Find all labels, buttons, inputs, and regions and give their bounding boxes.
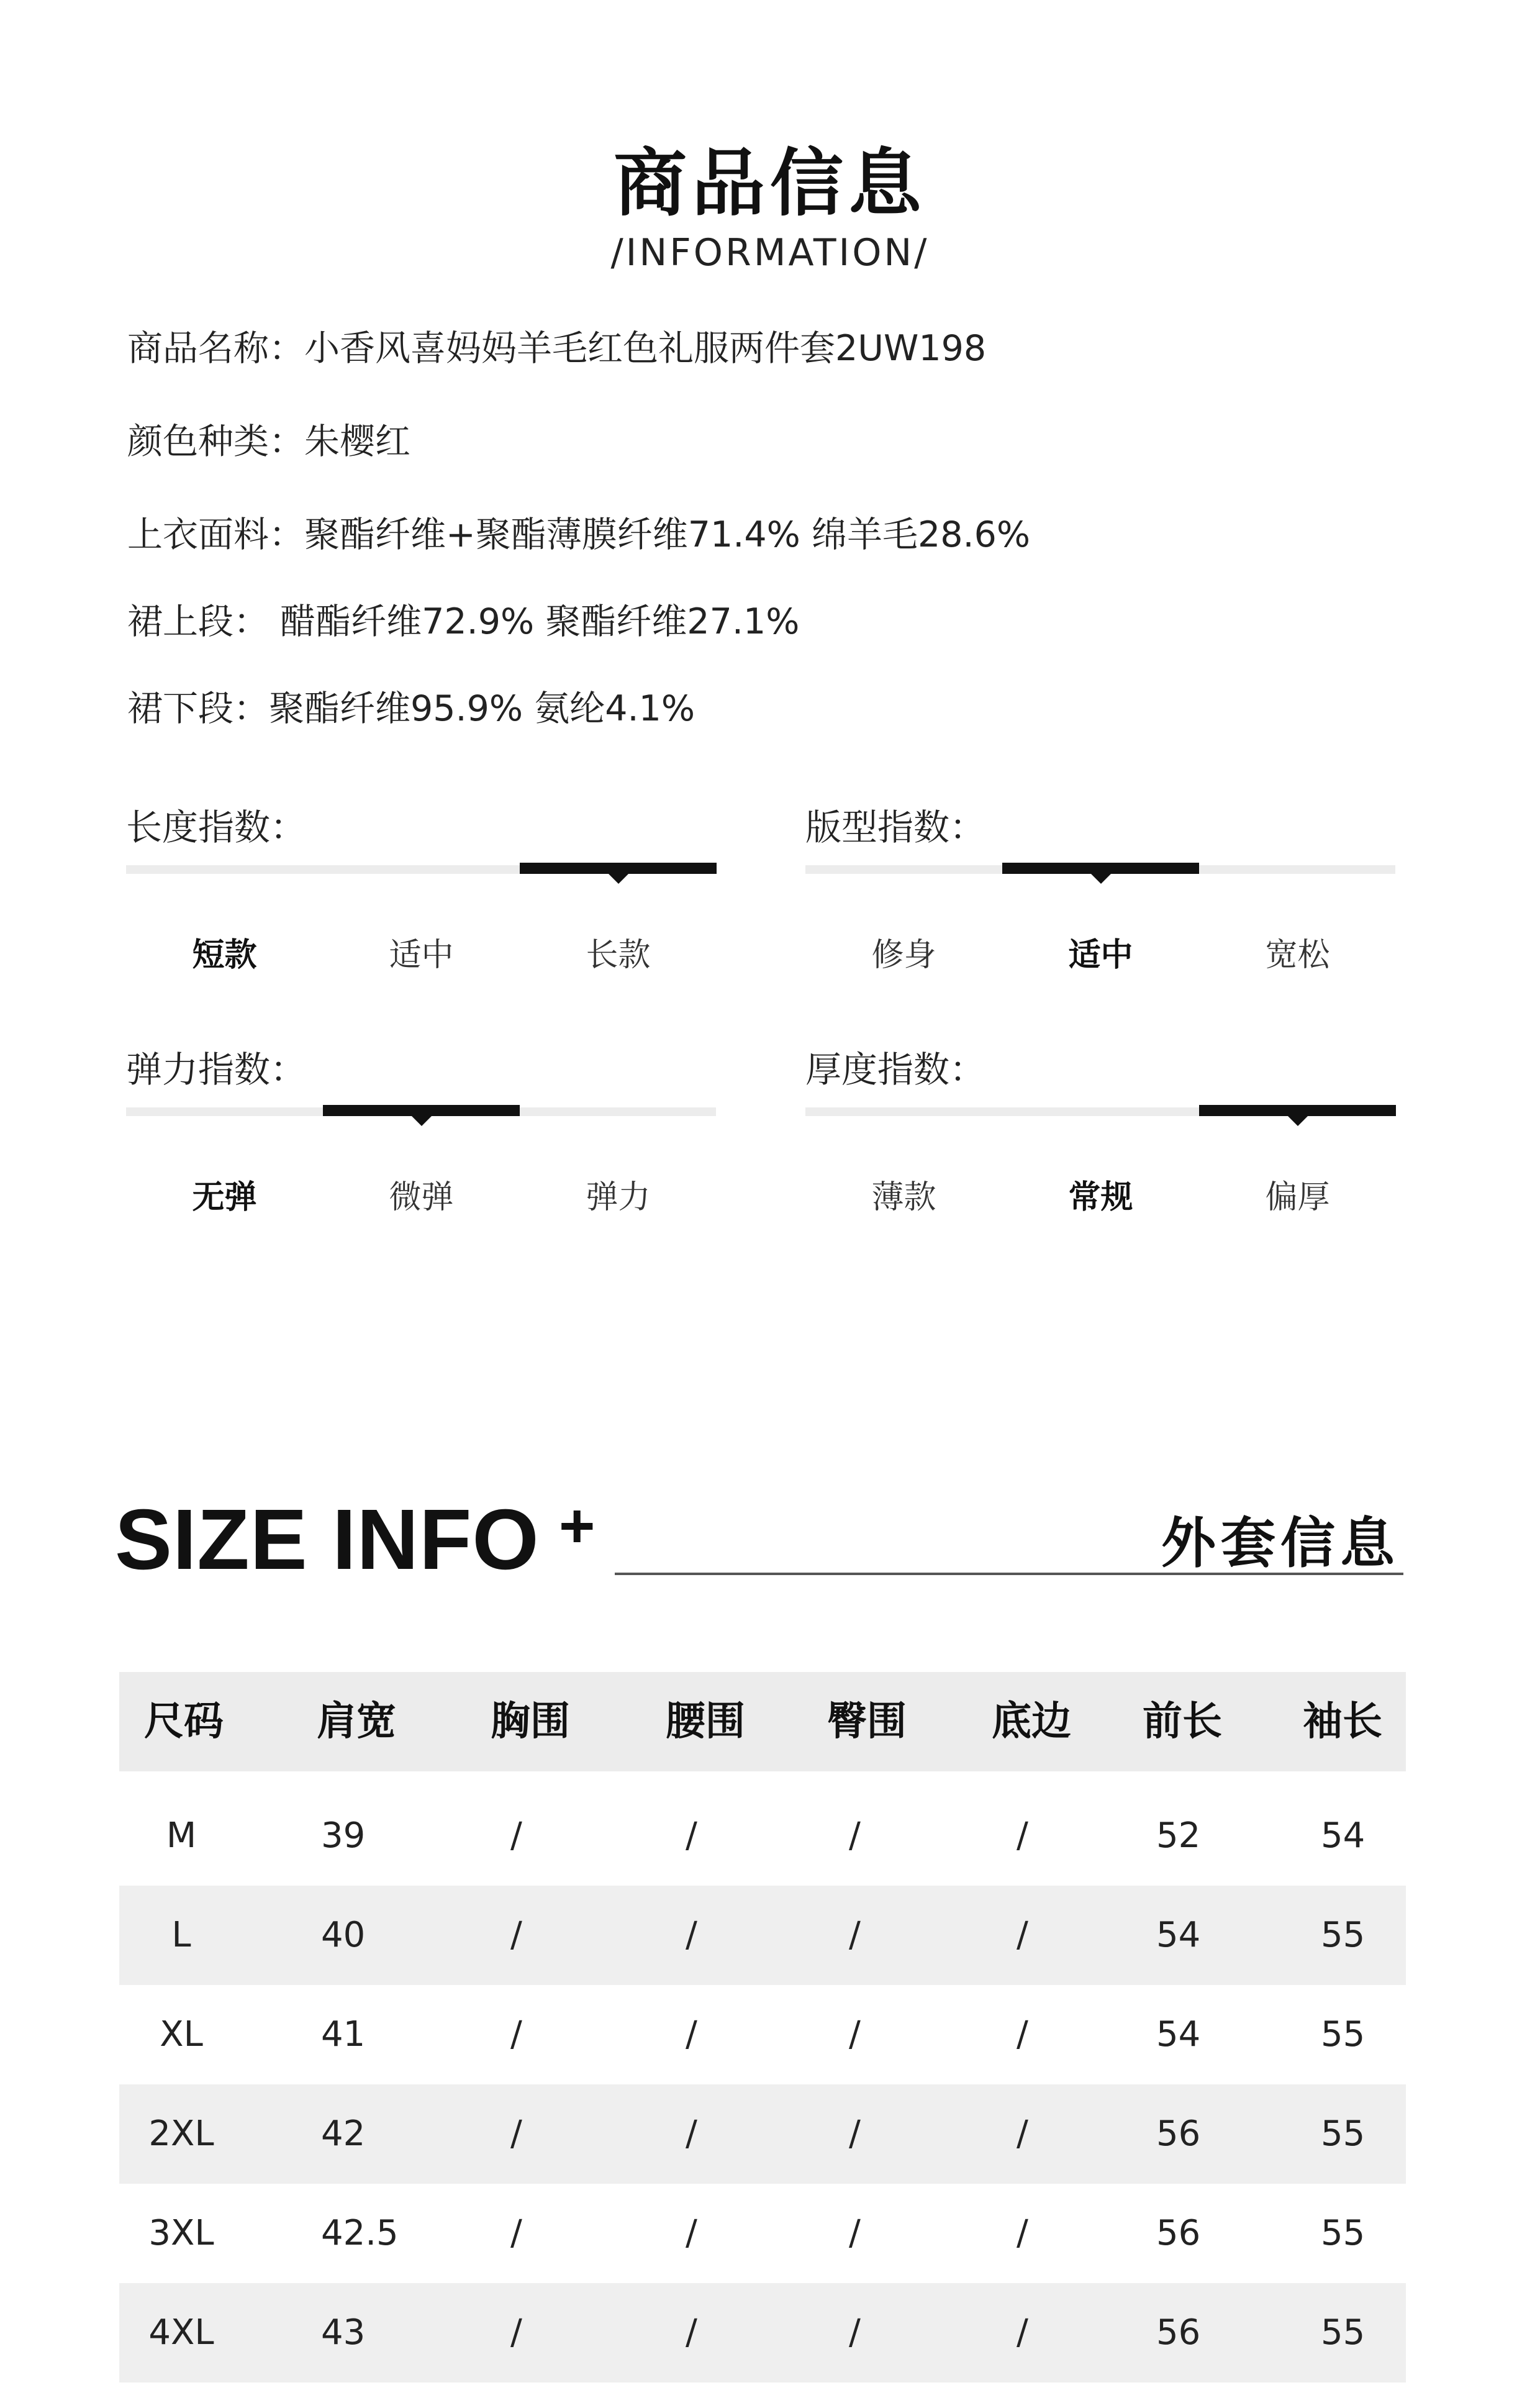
index-option: 常规 <box>1068 1179 1133 1216</box>
table-cell: 55 <box>1321 2114 1366 2154</box>
size-info-heading: SIZE INFO <box>115 1492 540 1588</box>
info-label: 裙上段： <box>127 601 269 642</box>
table-cell: 54 <box>1156 2014 1201 2055</box>
table-cell: / <box>686 2312 697 2353</box>
index-option: 偏厚 <box>1265 1179 1330 1216</box>
table-cell: / <box>1017 2114 1028 2154</box>
table-cell: 54 <box>1321 1815 1366 1856</box>
table-cell: / <box>510 1815 522 1856</box>
table-cell: / <box>686 1815 697 1856</box>
table-row <box>119 2184 1406 2283</box>
info-line-top-fabric <box>127 506 1030 557</box>
table-cell: / <box>686 2213 697 2253</box>
table-cell: / <box>686 2114 697 2154</box>
length-index <box>126 798 716 974</box>
index-option: 薄款 <box>871 1179 936 1216</box>
table-cell: 40 <box>321 1915 366 1955</box>
info-label: 商品名称： <box>127 328 304 369</box>
table-row <box>119 1985 1406 2084</box>
plus-icon: + <box>559 1491 596 1561</box>
index-title: 长度指数： <box>126 806 307 848</box>
table-cell: / <box>510 2014 522 2055</box>
index-title: 弹力指数： <box>126 1048 307 1091</box>
fit-index <box>805 798 1395 974</box>
table-cell: / <box>510 2114 522 2154</box>
thickness-index <box>805 1040 1395 1216</box>
column-header: 袖长 <box>1303 1699 1382 1745</box>
table-cell: 56 <box>1156 2312 1201 2353</box>
category-label: 外套信息 <box>1161 1511 1400 1575</box>
table-cell: / <box>510 1915 522 1955</box>
info-value: 朱樱红 <box>304 421 410 462</box>
table-cell: 2XL <box>148 2114 214 2154</box>
table-cell: / <box>849 2014 861 2055</box>
table-cell: / <box>1017 2014 1028 2055</box>
table-cell: 42.5 <box>321 2213 399 2253</box>
index-title: 版型指数： <box>805 806 986 848</box>
table-cell: / <box>1017 2312 1028 2353</box>
table-cell: 4XL <box>148 2312 214 2353</box>
index-option: 微弹 <box>389 1179 454 1216</box>
info-label: 上衣面料： <box>127 514 304 555</box>
table-cell: 42 <box>321 2114 366 2154</box>
table-cell: / <box>1017 1815 1028 1856</box>
info-label: 裙下段： <box>127 688 269 729</box>
table-cell: 55 <box>1321 1915 1366 1955</box>
table-cell: XL <box>160 2014 203 2055</box>
table-cell: 41 <box>321 2014 366 2055</box>
table-cell: L <box>171 1915 191 1955</box>
table-cell: 55 <box>1321 2014 1366 2055</box>
table-cell: 55 <box>1321 2312 1366 2353</box>
column-header: 底边 <box>992 1699 1071 1745</box>
index-indicator <box>1002 863 1199 874</box>
column-header: 肩宽 <box>317 1699 396 1745</box>
info-value: 聚酯纤维95.9% 氨纶4.1% <box>269 688 695 729</box>
table-cell: / <box>510 2312 522 2353</box>
index-option: 修身 <box>871 937 936 974</box>
index-title: 厚度指数： <box>805 1048 986 1091</box>
info-line-skirt-upper <box>127 593 799 644</box>
table-cell: 52 <box>1156 1815 1201 1856</box>
stretch-index <box>126 1040 716 1216</box>
table-cell: 54 <box>1156 1915 1201 1955</box>
index-option: 适中 <box>1068 937 1133 974</box>
table-header-row <box>119 1672 1406 1771</box>
table-row <box>119 1786 1406 1886</box>
indicator-arrow-icon <box>1287 1115 1308 1126</box>
page-subtitle: /INFORMATION/ <box>610 231 930 275</box>
info-value: 小香风喜妈妈羊毛红色礼服两件套2UW198 <box>304 328 987 369</box>
column-header: 胸围 <box>491 1699 570 1745</box>
table-cell: 39 <box>321 1815 366 1856</box>
info-value: 聚酯纤维+聚酯薄膜纤维71.4% 绵羊毛28.6% <box>304 514 1031 555</box>
table-row <box>119 2283 1406 2383</box>
info-line-color <box>127 413 410 464</box>
table-body <box>119 1786 1406 2383</box>
index-indicator <box>1199 1105 1396 1116</box>
indicator-arrow-icon <box>1090 873 1112 884</box>
table-cell: 43 <box>321 2312 366 2353</box>
table-cell: 3XL <box>148 2213 214 2253</box>
index-option: 适中 <box>389 937 454 974</box>
indicator-arrow-icon <box>411 1115 432 1126</box>
column-header: 前长 <box>1143 1699 1222 1745</box>
index-option: 无弹 <box>192 1179 257 1216</box>
table-cell: / <box>849 2312 861 2353</box>
index-option: 弹力 <box>586 1179 651 1216</box>
table-cell: 56 <box>1156 2213 1201 2253</box>
index-indicator <box>323 1105 520 1116</box>
table-cell: 55 <box>1321 2213 1366 2253</box>
column-header: 尺码 <box>144 1699 224 1745</box>
table-cell: / <box>849 1815 861 1856</box>
table-cell: / <box>1017 1915 1028 1955</box>
table-cell: / <box>686 2014 697 2055</box>
table-cell: / <box>510 2213 522 2253</box>
table-cell: / <box>686 1915 697 1955</box>
page-title: 商品信息 <box>613 140 926 226</box>
table-row <box>119 2084 1406 2184</box>
table-cell: / <box>849 2213 861 2253</box>
indicator-arrow-icon <box>608 873 629 884</box>
table-cell: / <box>849 2114 861 2154</box>
table-cell: / <box>849 1915 861 1955</box>
info-line-skirt-lower <box>127 680 695 731</box>
table-cell: / <box>1017 2213 1028 2253</box>
table-cell: M <box>166 1815 197 1856</box>
column-header: 腰围 <box>666 1699 745 1745</box>
info-value: 醋酯纤维72.9% 聚酯纤维27.1% <box>269 601 800 642</box>
index-indicator <box>520 863 717 874</box>
table-row <box>119 1886 1406 1985</box>
info-line-name <box>127 320 986 371</box>
index-option: 宽松 <box>1265 937 1330 974</box>
info-label: 颜色种类： <box>127 421 304 462</box>
table-cell: 56 <box>1156 2114 1201 2154</box>
column-header: 臀围 <box>827 1699 907 1745</box>
index-option: 长款 <box>586 937 651 974</box>
index-option: 短款 <box>192 937 257 974</box>
size-table <box>119 1672 1406 2383</box>
